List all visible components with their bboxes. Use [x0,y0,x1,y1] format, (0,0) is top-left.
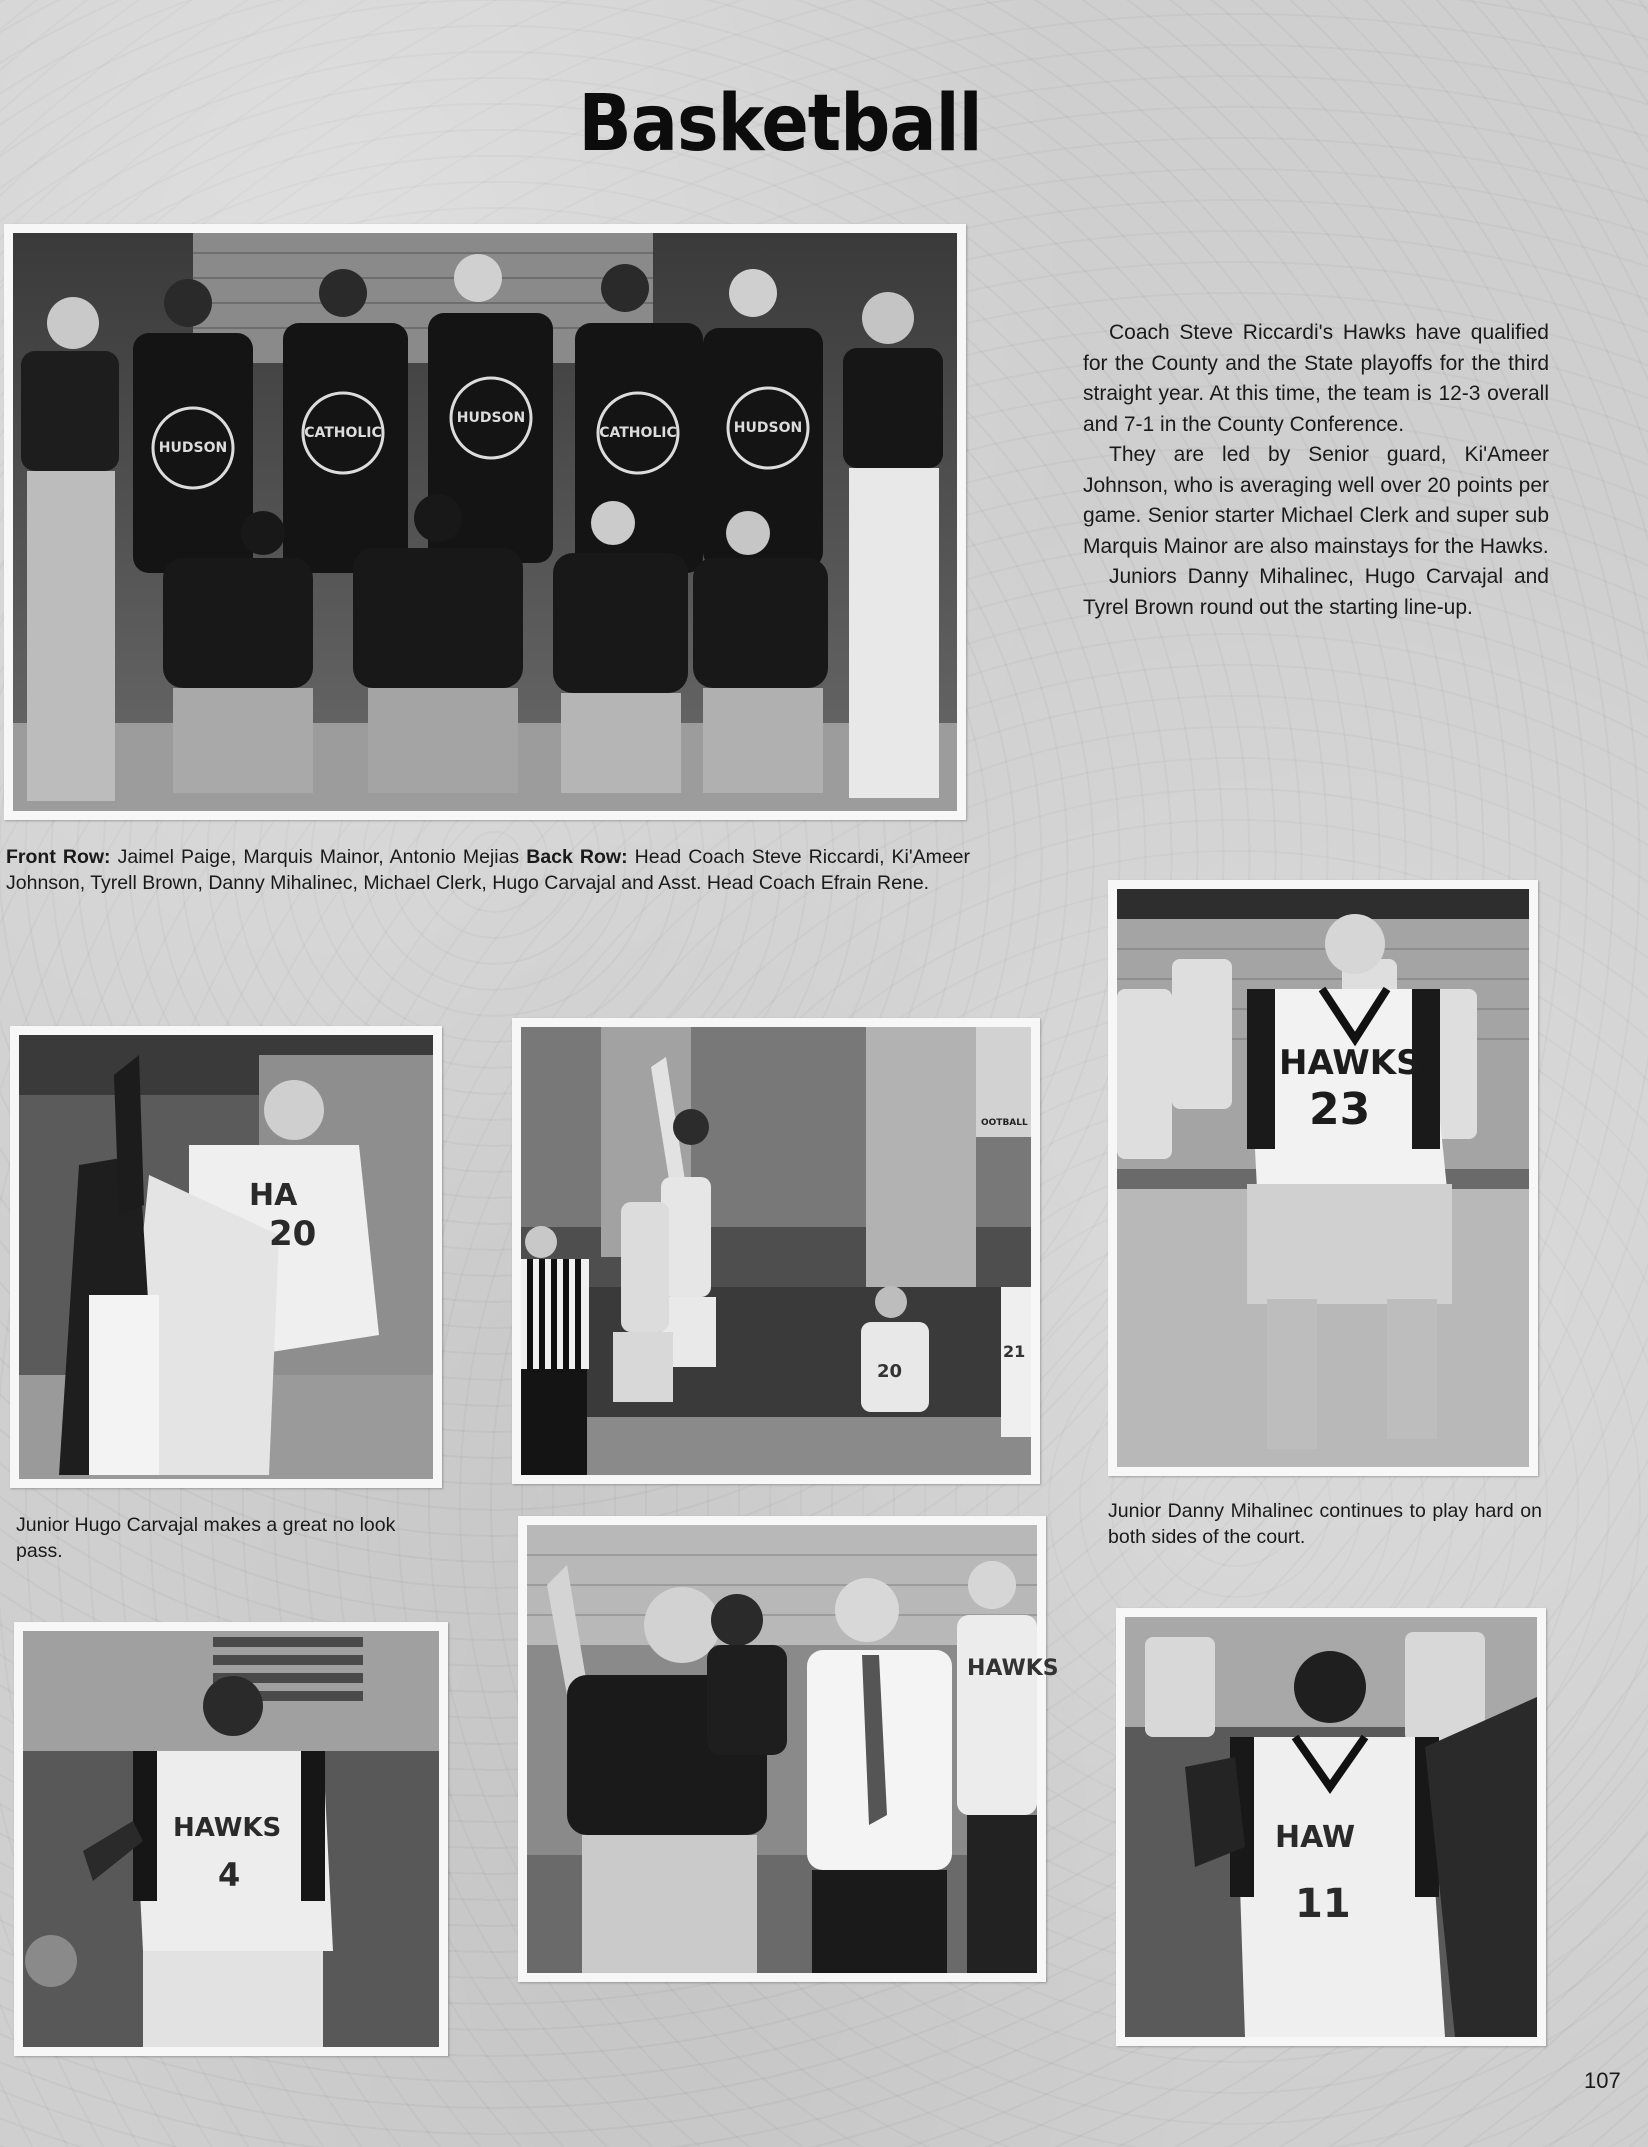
jersey-number: 23 [1309,1084,1371,1135]
jersey-number: 20 [269,1214,317,1254]
jersey-seal-text: HUDSON [158,440,228,456]
jersey-name: HA [249,1178,298,1213]
tipoff-photo [512,1018,1040,1484]
forward-rebound-photo [1116,1608,1546,2046]
jersey-seal-text: HUDSON [456,410,526,426]
page-number: 107 [1584,2068,1621,2093]
front-row-label: Front Row: [6,846,111,868]
jersey-number: 11 [1295,1881,1351,1927]
mihalinec-photo [1108,880,1538,1476]
back-row-label: Back Row: [526,846,628,868]
article-body [1083,318,1549,623]
article-paragraph: Juniors Danny Mihalinec, Hugo Carvajal and Tyrel Brown round out the starting line-up. [1083,565,1549,619]
page-title: Basketball [578,77,982,169]
jersey-name: HAWKS [173,1813,282,1843]
mihalinec-caption: Junior Danny Mihalinec continues to play hard on both sides of the court. [1108,1500,1542,1548]
jersey-seal-text: CATHOLIC [304,425,382,441]
jersey-number: 20 [877,1361,903,1382]
back-row-names: Head Coach Steve Riccardi, Ki'Ameer Johnson, Tyrell Brown, Danny Mihalinec, Michael Clerk, Hugo Carvajal and Asst. Head Coach Efrain Rene. [6,846,971,894]
jersey-name: HAWKS [967,1656,1059,1681]
jersey-number: 21 [1003,1342,1026,1361]
article-paragraph: They are led by Senior guard, Ki'Ameer Johnson, who is averaging well over 20 points per game. Senior starter Michael Clerk and super sub Marquis Mainor are also mainstays for the Hawks. [1083,443,1549,558]
front-row-names: Jaimel Paige, Marquis Mainor, Antonio Mejias [117,846,520,868]
team-photo-caption [6,844,970,896]
carvajal-pass-photo [10,1026,442,1488]
jersey-seal-text: HUDSON [733,420,803,436]
guard-dribble-photo [14,1622,448,2056]
jersey-number: 4 [218,1856,241,1894]
team-photo [4,224,966,820]
jersey-name: HAWKS [1279,1043,1421,1083]
jersey-seal-text: CATHOLIC [599,425,677,441]
carvajal-caption: Junior Hugo Carvajal makes a great no look pass. [16,1514,396,1562]
article-paragraph: Coach Steve Riccardi's Hawks have qualified for the County and the State playoffs for the third straight year. At this time, the team is 12-3 overall and 7-1 in the County Conference. [1083,321,1549,436]
jersey-name: HAW [1275,1820,1356,1855]
coaches-sideline-photo [518,1516,1059,1982]
wall-sign-text: OOTBALL [981,1118,1028,1128]
